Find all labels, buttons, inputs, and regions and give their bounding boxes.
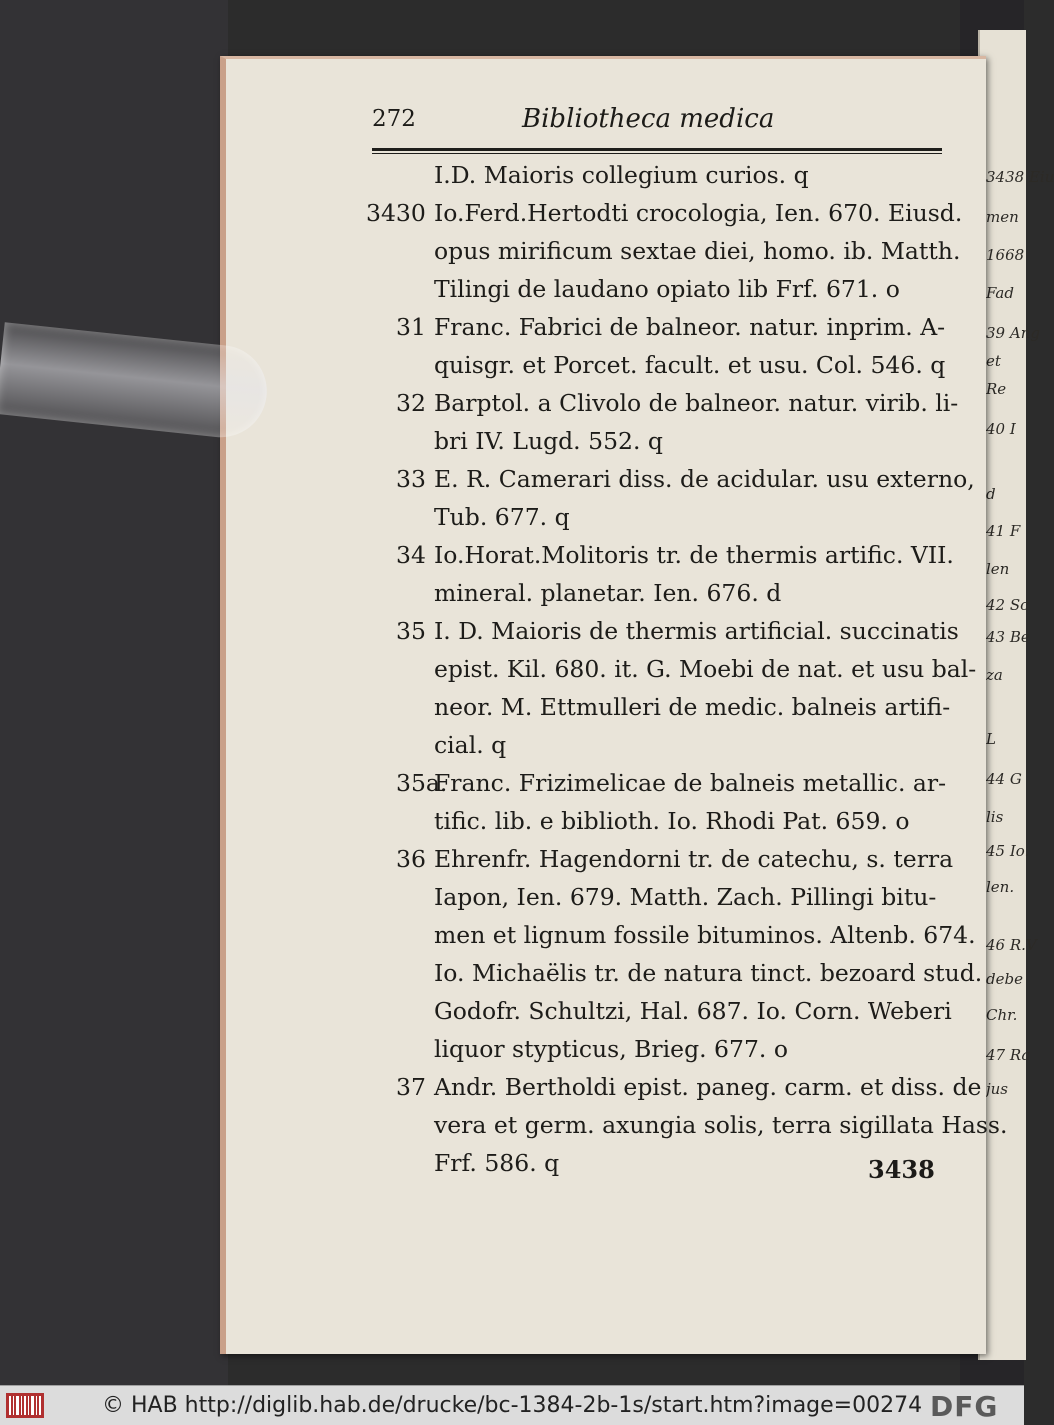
facing-page-fragment: et (986, 352, 1001, 370)
entry-line: neor. M. Ettmulleri de medic. balneis artifi- (434, 693, 951, 721)
facing-page-fragment: len. (986, 878, 1015, 896)
page-number: 272 (372, 106, 416, 132)
entry (366, 156, 946, 194)
scanner-background-left (0, 0, 228, 1385)
entry-line: Ehrenfr. Hagendorni tr. de catechu, s. terra (434, 845, 954, 873)
facing-page-fragment: 45 Io. (986, 842, 1030, 860)
entry-line: I. D. Maioris de thermis artificial. succinatis (434, 617, 959, 645)
copyright-url[interactable]: © HAB http://diglib.hab.de/drucke/bc-1384-2b-1s/start.htm?image=00274 (102, 1393, 923, 1418)
barcode-icon (6, 1393, 44, 1418)
facing-page-fragment: 47 Ra (986, 1046, 1031, 1064)
header-rule-thin (372, 153, 942, 154)
facing-page-fragment: 40 I (986, 420, 1016, 438)
entry-number: 34 (396, 541, 426, 569)
entry-number: 37 (396, 1073, 426, 1101)
entry-line: E. R. Camerari diss. de acidular. usu externo, (434, 465, 975, 493)
entry-line: quisgr. et Porcet. facult. et usu. Col. 546. q (434, 351, 946, 379)
viewer-footer (0, 1385, 1024, 1425)
facing-page-fragment: 3438 Eiu (986, 168, 1054, 186)
facing-page-fragment: 43 Be (986, 628, 1030, 646)
catchword: 3438 (868, 1155, 935, 1184)
running-head: Bibliotheca medica (522, 104, 775, 134)
facing-page-fragment: 44 G (986, 770, 1022, 788)
entry-line: opus mirificum sextae diei, homo. ib. Matth. (434, 237, 961, 265)
entry-line: tific. lib. e biblioth. Io. Rhodi Pat. 659. o (434, 807, 910, 835)
facing-page-fragment: L (986, 730, 996, 748)
entry-line: Tilingi de laudano opiato lib Frf. 671. o (434, 275, 900, 303)
facing-page-fragment: Fad (986, 284, 1014, 302)
entry-line: mineral. planetar. Ien. 676. d (434, 579, 782, 607)
entry (366, 194, 963, 308)
entry (366, 764, 946, 840)
page-header (372, 104, 942, 144)
facing-page-fragment: d (986, 485, 996, 503)
entry-line: vera et germ. axungia solis, terra sigillata Hass. (434, 1111, 1008, 1139)
entry-line: Tub. 677. q (434, 503, 570, 531)
facing-page-fragment: Re (986, 380, 1007, 398)
entry-number: 33 (396, 465, 426, 493)
entry-number: 36 (396, 845, 426, 873)
entry (366, 536, 954, 612)
entry-line: bri IV. Lugd. 552. q (434, 427, 663, 455)
entry (366, 308, 946, 384)
entry-line: liquor stypticus, Brieg. 677. o (434, 1035, 788, 1063)
entry-line: Frf. 586. q (434, 1149, 560, 1177)
entry-line: Io.Horat.Molitoris tr. de thermis artific. VII. (434, 541, 954, 569)
facing-page-fragment: 39 Ang (986, 324, 1040, 342)
entry-line: Franc. Frizimelicae de balneis metallic. ar- (434, 769, 947, 797)
entry (366, 612, 977, 764)
header-rule (372, 148, 942, 151)
facing-page-fragment: jus (986, 1080, 1009, 1098)
facing-page-fragment: debe (986, 970, 1023, 988)
entry-line: cial. q (434, 731, 507, 759)
facing-page-fragment: 42 Sc (986, 596, 1029, 614)
entry-line: Andr. Bertholdi epist. paneg. carm. et diss. de (434, 1073, 982, 1101)
entry-number: 35a. (396, 769, 448, 797)
entry (366, 460, 975, 536)
entry-line: Iapon, Ien. 679. Matth. Zach. Pillingi bitu- (434, 883, 937, 911)
entry-line: Barptol. a Clivolo de balneor. natur. virib. li- (434, 389, 959, 417)
facing-page-fragment: Chr. (986, 1006, 1018, 1024)
entry-number: 32 (396, 389, 426, 417)
facing-page-fragment: 1668 (986, 246, 1025, 264)
facing-page-fragment: za (986, 666, 1003, 684)
facing-page-fragment: lis (986, 808, 1004, 826)
facing-page-fragment: 46 R.V (986, 936, 1037, 954)
dfg-logo: DFG (930, 1390, 999, 1423)
facing-page-fragment: men (986, 208, 1019, 226)
entry-line: Franc. Fabrici de balneor. natur. inprim. A- (434, 313, 946, 341)
entry-number: 31 (396, 313, 426, 341)
entry-line: I.D. Maioris collegium curios. q (434, 161, 809, 189)
entry-line: Io.Ferd.Hertodti crocologia, Ien. 670. Eiusd. (434, 199, 963, 227)
facing-page-fragment: len (986, 560, 1010, 578)
entry-number: 35 (396, 617, 426, 645)
entry-line: Godofr. Schultzi, Hal. 687. Io. Corn. Weberi (434, 997, 952, 1025)
entry-line: epist. Kil. 680. it. G. Moebi de nat. et usu bal- (434, 655, 977, 683)
entry (366, 840, 983, 1068)
entry-line: Io. Michaëlis tr. de natura tinct. bezoard stud. (434, 959, 983, 987)
entry (366, 384, 959, 460)
entry-number: 3430 (366, 199, 426, 227)
facing-page-fragment: 41 F (986, 522, 1021, 540)
entry-line: men et lignum fossile bituminos. Altenb. 674. (434, 921, 976, 949)
